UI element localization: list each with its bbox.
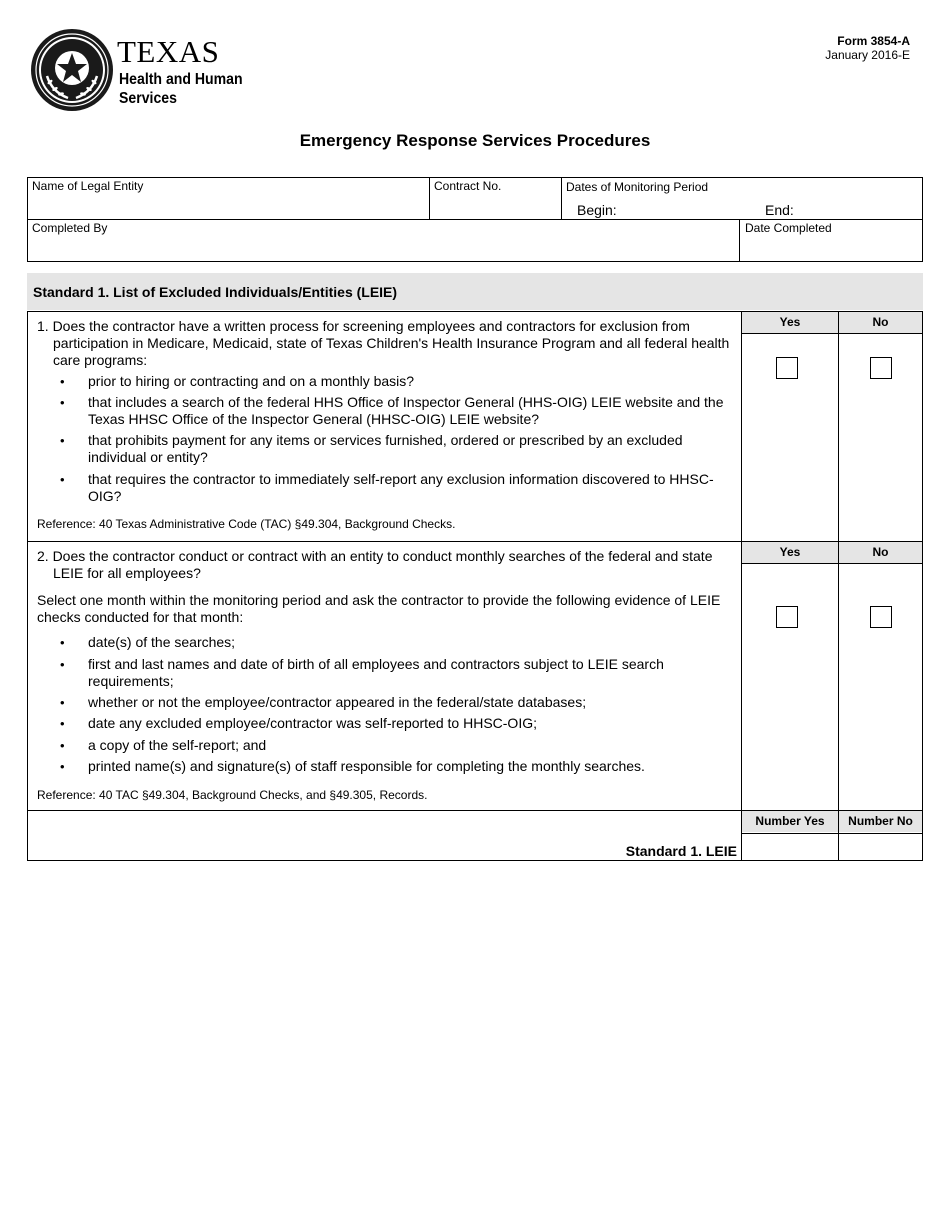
q2-bullet-2: first and last names and date of birth of all employees and contractors subject to LEIE search requirements; bbox=[88, 656, 664, 689]
q1-bullet-3: that prohibits payment for any items or services furnished, ordered or prescribed by an excluded individual or entity? bbox=[88, 432, 683, 465]
logo-subtitle-line2: Services bbox=[119, 90, 177, 107]
bullet-icon: • bbox=[60, 433, 65, 448]
bullet-icon: • bbox=[60, 657, 65, 672]
form-date: January 2016-E bbox=[825, 48, 910, 62]
bullet-icon: • bbox=[60, 759, 65, 774]
texas-hhs-seal-icon bbox=[30, 28, 114, 112]
q2-reference: Reference: 40 TAC §49.304, Background Checks, and §49.305, Records. bbox=[37, 788, 428, 802]
q1-yes-checkbox[interactable] bbox=[776, 357, 798, 379]
document-title: Emergency Response Services Procedures bbox=[299, 131, 651, 150]
q1-bullet-4: that requires the contractor to immediately self-report any exclusion information discovered to HHSC-OIG? bbox=[88, 471, 714, 504]
legal-entity-field[interactable]: Name of Legal Entity bbox=[32, 179, 144, 193]
q1-bullet-2: that includes a search of the federal HHS Office of Inspector General (HHS-OIG) LEIE website and the Texas HHSC Office of the Inspector General (HHSC-OIG) LEIE website? bbox=[88, 394, 724, 427]
q1-text: 1. Does the contractor have a written process for screening employees and contractors for exclusion from participation in Medicare, Medicaid, state of Texas Children's Health Insurance Program and all federal health care programs: bbox=[37, 318, 730, 368]
number-yes-header: Number Yes bbox=[742, 811, 838, 832]
bullet-icon: • bbox=[60, 738, 65, 753]
logo-title: TEXAS bbox=[117, 34, 220, 69]
q1-reference: Reference: 40 Texas Administrative Code (TAC) §49.304, Background Checks. bbox=[37, 517, 456, 531]
q2-bullet-3: whether or not the employee/contractor appeared in the federal/state databases; bbox=[88, 694, 587, 710]
date-completed-field[interactable]: Date Completed bbox=[745, 221, 832, 235]
monitoring-period-label: Dates of Monitoring Period bbox=[566, 180, 709, 194]
bullet-icon: • bbox=[60, 374, 65, 389]
standard-title: Standard 1. List of Excluded Individuals/Entities (LEIE) bbox=[33, 284, 398, 300]
q2-bullet-4: date any excluded employee/contractor was self-reported to HHSC-OIG; bbox=[88, 715, 537, 731]
q2-yes-header: Yes bbox=[742, 542, 838, 563]
bullet-icon: • bbox=[60, 472, 65, 487]
q2-instruction: Select one month within the monitoring period and ask the contractor to provide the following evidence of LEIE checks conducted for that month: bbox=[37, 592, 721, 625]
bullet-icon: • bbox=[60, 635, 65, 650]
q2-yes-checkbox[interactable] bbox=[776, 606, 798, 628]
completed-by-field[interactable]: Completed By bbox=[32, 221, 108, 235]
q2-text: 2. Does the contractor conduct or contract with an entity to conduct monthly searches of the federal and state LEIE for all employees? bbox=[37, 548, 713, 581]
bullet-icon: • bbox=[60, 716, 65, 731]
q2-bullet-6: printed name(s) and signature(s) of staff responsible for completing the monthly searches. bbox=[88, 758, 645, 774]
contract-no-field[interactable]: Contract No. bbox=[434, 179, 502, 193]
q1-no-checkbox[interactable] bbox=[870, 357, 892, 379]
bullet-icon: • bbox=[60, 695, 65, 710]
bullet-icon: • bbox=[60, 395, 65, 410]
logo-subtitle bbox=[119, 70, 243, 108]
q1-no-header: No bbox=[839, 312, 922, 333]
q1-yes-header: Yes bbox=[742, 312, 838, 333]
number-yes-field[interactable] bbox=[742, 834, 838, 860]
number-no-field[interactable] bbox=[839, 834, 922, 860]
logo-subtitle-line1: Health and Human bbox=[119, 71, 243, 88]
q2-bullet-1: date(s) of the searches; bbox=[88, 634, 236, 650]
q1-bullet-1: prior to hiring or contracting and on a monthly basis? bbox=[88, 373, 415, 389]
standard-total-label: Standard 1. LEIE bbox=[625, 843, 737, 859]
q2-no-checkbox[interactable] bbox=[870, 606, 892, 628]
q2-no-header: No bbox=[839, 542, 922, 563]
number-no-header: Number No bbox=[839, 811, 922, 832]
end-date-field[interactable]: End: bbox=[765, 202, 794, 218]
form-number: Form 3854-A bbox=[837, 34, 910, 48]
q2-bullet-5: a copy of the self-report; and bbox=[88, 737, 267, 753]
begin-date-field[interactable]: Begin: bbox=[577, 202, 617, 218]
